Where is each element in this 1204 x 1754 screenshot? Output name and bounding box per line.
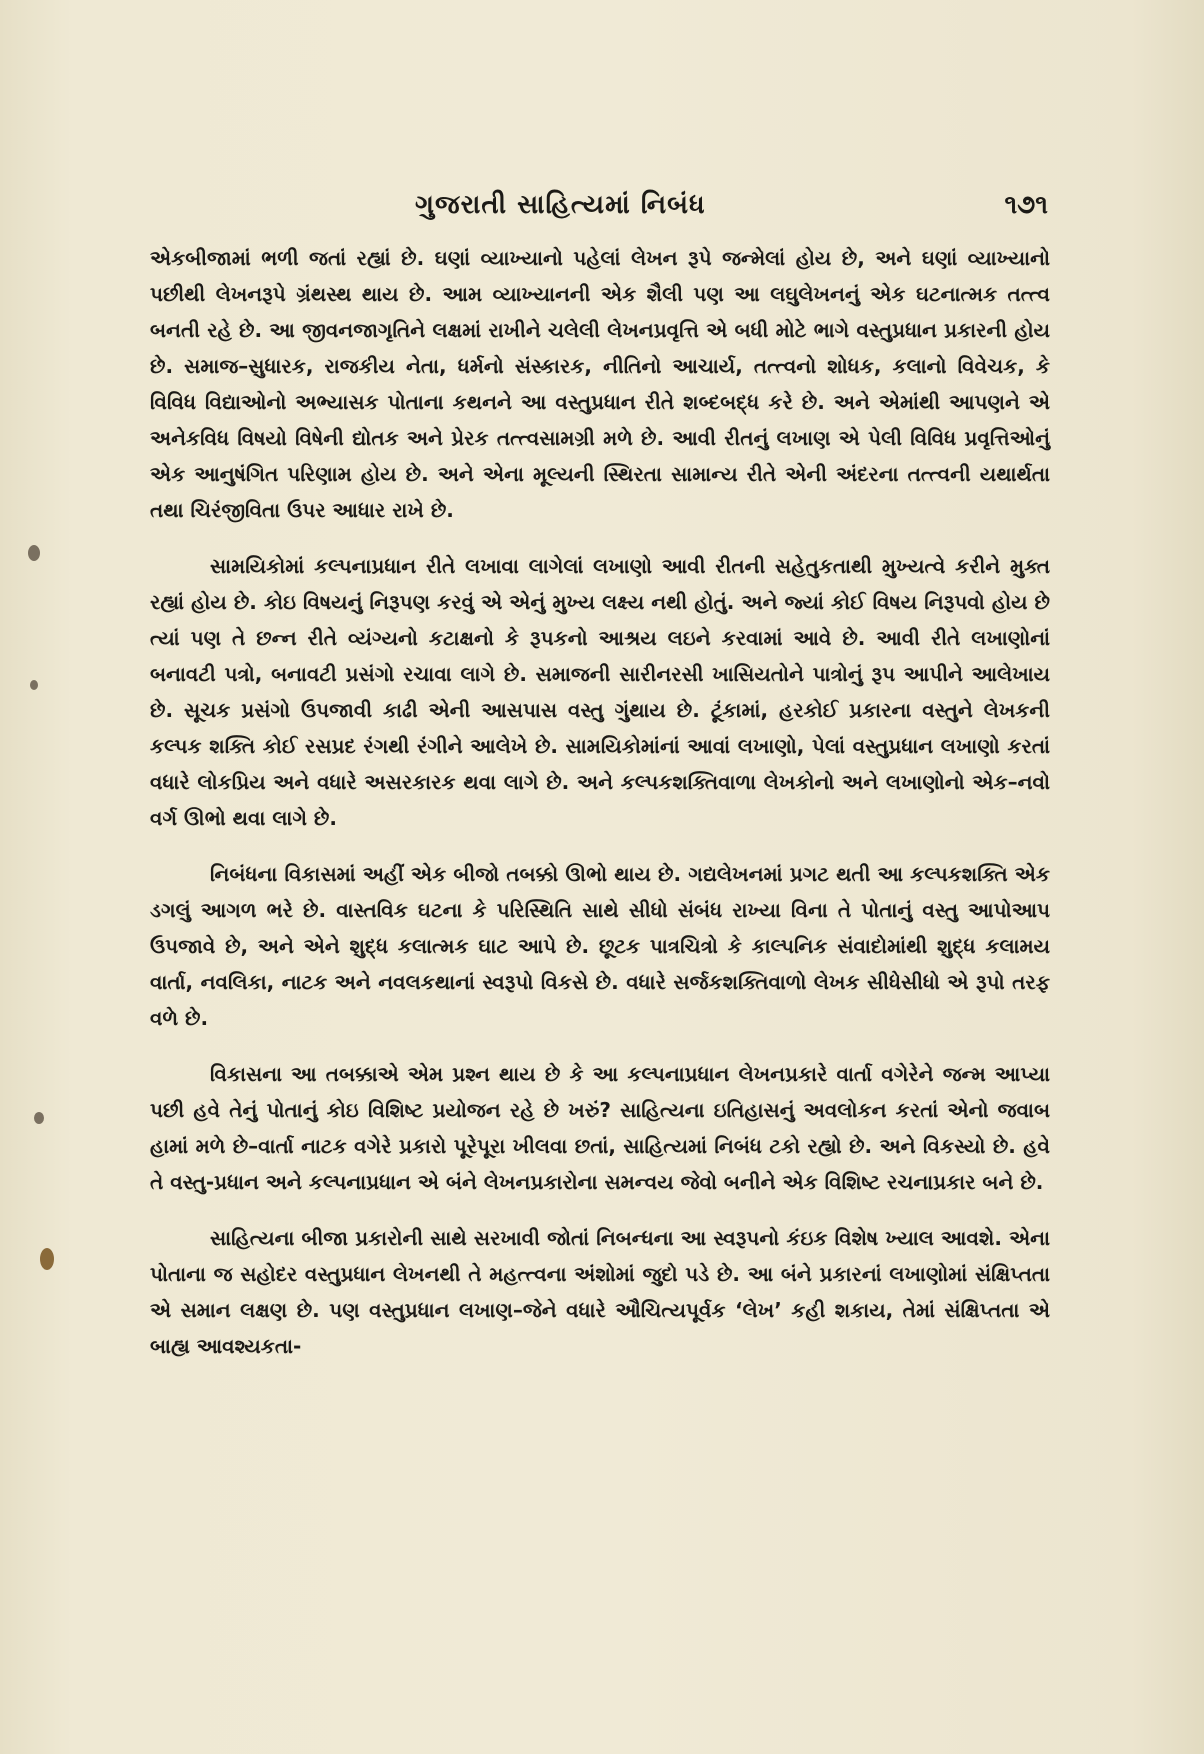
paragraph-2: સામયિકોમાં કલ્પનાપ્રધાન રીતે લખાવા લાગેલાં લખાણો આવી રીતની સહેતુકતાથી મુખ્યત્વે કરીને મુક્ત રહ્યાં હોય છે. કોઇ વિષયનું નિરૂપણ કરવું એ એનું મુખ્ય લક્ષ્ય નથી હોતું. અને જ્યાં કોઈ વિષય નિરૂપવો હોય છે ત્યાં પણ તે છન્ન રીતે વ્યંગ્યનો કટાક્ષનો કે રૂપકનો આશ્રય લઇને કરવામાં આવે છે. આવી રીતે લખાણોનાં બનાવટી પત્રો, બનાવટી પ્રસંગો રચાવા લાગે છે. સમાજની સારીનરસી ખાસિયતોને પાત્રોનું રૂપ આપીને આલેખાય છે. સૂચક પ્રસંગો ઉપજાવી કાઢી એની આસપાસ વસ્તુ ગુંથાય છે. ટૂંકામાં, હરકોઈ પ્રકારના વસ્તુને લેખકની કલ્પક શક્તિ કોઈ રસપ્રદ રંગથી રંગીને આલેખે છે. સામયિકોમાંનાં આવાં લખાણો, પેલાં વસ્તુપ્રધાન લખાણો કરતાં વધારે લોકપ્રિય અને વધારે અસરકારક થવા લાગે છે. અને કલ્પકશક્તિવાળા લેખકોનો અને લખાણોનો એક–નવો વર્ગ ઊભો થવા લાગે છે. [150, 554, 1050, 830]
binding-hole-mark [34, 1112, 44, 1124]
binding-hole-mark [30, 680, 38, 690]
body-text [150, 240, 1050, 1384]
page-header [150, 190, 1060, 230]
page-number: ૧૭૧ [1004, 190, 1048, 220]
stain-mark [40, 1248, 54, 1270]
paragraph-4: વિકાસના આ તબક્કાએ એમ પ્રશ્ન થાય છે કે આ કલ્પનાપ્રધાન લેખનપ્રકારે વાર્તા વગેરેને જન્મ આપ્યા પછી હવે તેનું પોતાનું કોઇ વિશિષ્ટ પ્રયોજન રહે છે ખરું? સાહિત્યના ઇતિહાસનું અવલોકન કરતાં એનો જવાબ હામાં મળે છે–વાર્તા નાટક વગેરે પ્રકારો પૂરેપૂરા ખીલવા છતાં, સાહિત્યમાં નિબંધ ટકો રહ્યો છે. અને વિકસ્યો છે. હવે તે વસ્તુ-પ્રધાન અને કલ્પનાપ્રધાન એ બંને લેખનપ્રકારોના સમન્વય જેવો બનીને એક વિશિષ્ટ રચનાપ્રકાર બને છે. [150, 1062, 1050, 1194]
running-title: ગુજરાતી સાહિત્યમાં નિબંધ [415, 190, 706, 220]
paragraph-5: સાહિત્યના બીજા પ્રકારોની સાથે સરખાવી જોતાં નિબન્ધના આ સ્વરૂપનો કંઇક વિશેષ ખ્યાલ આવશે. એના પોતાના જ સહોદર વસ્તુપ્રધાન લેખનથી તે મહત્ત્વના અંશોમાં જુદો પડે છે. આ બંને પ્રકારનાં લખાણોમાં સંક્ષિપ્તતા એ સમાન લક્ષણ છે. પણ વસ્તુપ્રધાન લખાણ–જેને વધારે ઔચિત્યપૂર્વક ‘લેખ’ કહી શકાય, તેમાં સંક્ષિપ્તતા એ બાહ્ય આવશ્યકતા- [150, 1226, 1050, 1358]
paragraph-1: એકબીજામાં ભળી જતાં રહ્યાં છે. ઘણાં વ્યાખ્યાનો પહેલાં લેખન રૂપે જન્મેલાં હોય છે, અને ઘણાં વ્યાખ્યાનો પછીથી લેખનરૂપે ગ્રંથસ્થ થાય છે. આમ વ્યાખ્યાનની એક શૈલી પણ આ લઘુલેખનનું એક ઘટનાત્મક તત્ત્વ બનતી રહે છે. આ જીવનજાગૃતિને લક્ષમાં રાખીને ચલેલી લેખનપ્રવૃત્તિ એ બધી મોટે ભાગે વસ્તુપ્રધાન પ્રકારની હોય છે. સમાજ–સુધારક, રાજકીય નેતા, ધર્મનો સંસ્કારક, નીતિનો આચાર્ય, તત્ત્વનો શોધક, કલાનો વિવેચક, કે વિવિધ વિદ્યાઓનો અભ્યાસક પોતાના કથનને આ વસ્તુપ્રધાન રીતે શબ્દબદ્ધ કરે છે. અને એમાંથી આપણને એ અનેકવિધ વિષયો વિષેની દ્યોતક અને પ્રેરક તત્ત્વસામગ્રી મળે છે. આવી રીતનું લખાણ એ પેલી વિવિધ પ્રવૃત્તિઓનું એક આનુષંગિત પરિણામ હોય છે. અને એના મૂલ્યની સ્થિરતા સામાન્ય રીતે એની અંદરના તત્ત્વની યથાર્થતા તથા ચિરંજીવિતા ઉપર આધાર રાખે છે. [150, 246, 1050, 522]
paragraph-3: નિબંધના વિકાસમાં અહીં એક બીજો તબક્કો ઊભો થાય છે. ગદ્યલેખનમાં પ્રગટ થતી આ કલ્પકશક્તિ એક ડગલું આગળ ભરે છે. વાસ્તવિક ઘટના કે પરિસ્થિતિ સાથે સીધો સંબંધ રાખ્યા વિના તે પોતાનું વસ્તુ આપોઆપ ઉપજાવે છે, અને એને શુદ્ધ કલાત્મક ઘાટ આપે છે. છૂટક પાત્રચિત્રો કે કાલ્પનિક સંવાદોમાંથી શુદ્ધ કલામય વાર્તા, નવલિકા, નાટક અને નવલકથાનાં સ્વરૂપો વિકસે છે. વધારે સર્જકશક્તિવાળો લેખક સીધેસીધો એ રૂપો તરફ વળે છે. [150, 862, 1050, 1030]
binding-hole-mark [28, 545, 40, 561]
